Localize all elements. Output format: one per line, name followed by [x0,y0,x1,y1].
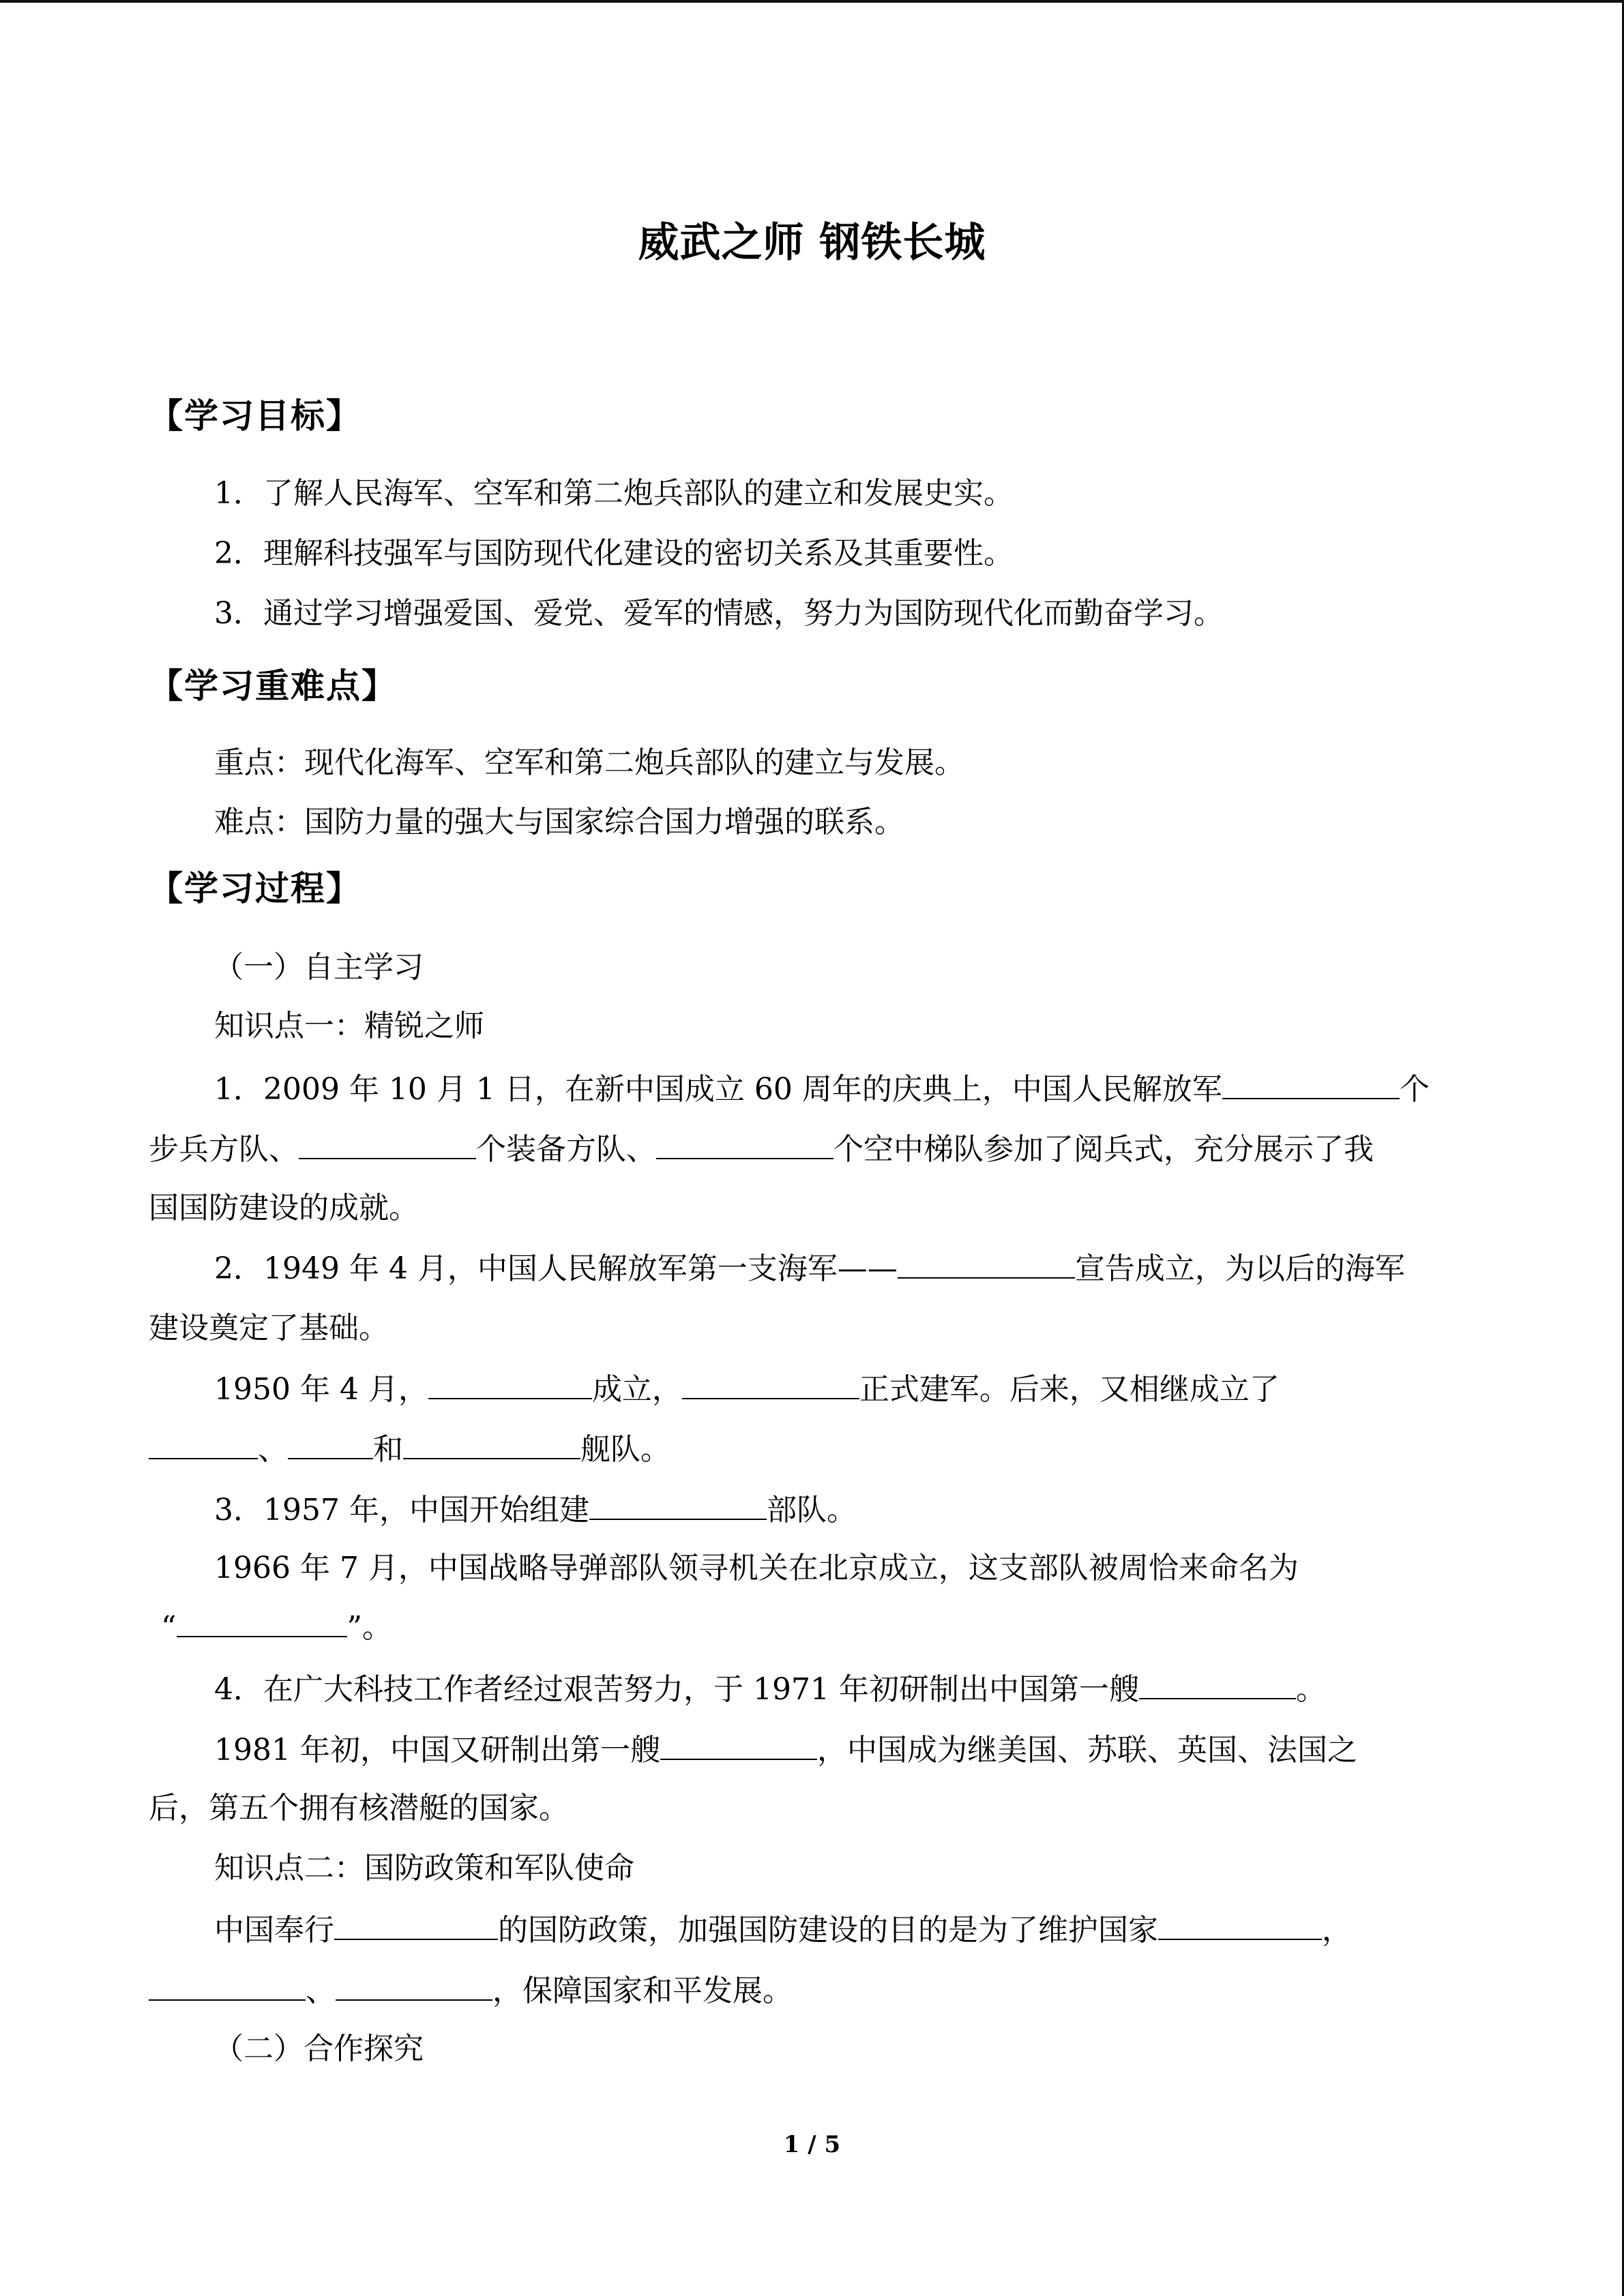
fill-blank[interactable] [299,1128,476,1159]
fill-blank[interactable] [334,1909,498,1940]
fill-blank[interactable] [656,1128,833,1159]
section-heading-process: 【学习过程】 [149,869,361,908]
difficulty-text: 难点：国防力量的强大与国家综合国力增强的联系。 [214,805,904,839]
fill-blank[interactable] [1139,1668,1296,1699]
fill-blank[interactable] [149,1969,306,2001]
policy-line-2: 、 ，保障国家和平发展。 [149,1969,793,2012]
question-1-line-3: 国国防建设的成就。 [149,1191,419,1225]
question-3-line-1: 3．1957 年，中国开始组建 部队。 [214,1489,857,1531]
knowledge-point-2: 知识点二：国防政策和军队使命 [214,1851,634,1885]
fill-blank[interactable] [682,1368,859,1399]
question-2b-line-1: 1950 年 4 月， 成立， 正式建军。后来，又相继成立了 [214,1368,1280,1410]
fill-blank[interactable] [288,1428,373,1459]
fill-blank[interactable] [177,1606,347,1637]
fill-blank[interactable] [149,1428,258,1459]
question-4-line-1: 4．在广大科技工作者经过艰苦努力，于 1971 年初研制出中国第一艘 。 [214,1668,1326,1710]
fill-blank[interactable] [336,1969,492,2001]
section-heading-key-points: 【学习重难点】 [149,666,397,706]
question-2b-line-2: 、 和 舰队。 [149,1428,670,1470]
goal-item: 3．通过学习增强爱国、爱党、爱军的情感，努力为国防现代化而勤奋学习。 [214,596,1224,631]
fill-blank[interactable] [403,1428,580,1459]
fill-blank[interactable] [660,1729,817,1760]
question-1-line-2: 步兵方队、 个装备方队、 个空中梯队参加了阅兵式，充分展示了我 [149,1128,1374,1170]
document-page [149,0,1475,2296]
question-4b-line-1: 1981 年初，中国又研制出第一艘 ，中国成为继美国、苏联、英国、法国之 [214,1729,1357,1771]
page-title: 威武之师 钢铁长城 [638,219,986,267]
question-3b-line-1: 1966 年 7 月，中国战略导弹部队领寻机关在北京成立，这支部队被周恰来命名为 [214,1551,1299,1585]
question-4b-line-2: 后，第五个拥有核潜艇的国家。 [149,1791,569,1825]
goal-item: 2．理解科技强军与国防现代化建设的密切关系及其重要性。 [214,536,1014,571]
policy-line-1: 中国奉行 的国防政策，加强国防建设的目的是为了维护国家 ， [214,1909,1352,1951]
subsection-cooperative: （二）合作探究 [213,2031,424,2066]
subsection-self-study: （一）自主学习 [213,950,424,985]
question-1-line-1: 1．2009 年 10 月 1 日，在新中国成立 60 周年的庆典上，中国人民解放军 个 [214,1068,1430,1110]
fill-blank[interactable] [1158,1909,1322,1940]
fill-blank[interactable] [898,1247,1075,1279]
goal-item: 1．了解人民海军、空军和第二炮兵部队的建立和发展史实。 [214,476,1014,511]
page-number: 1 / 5 [783,2131,841,2158]
fill-blank[interactable] [428,1368,592,1399]
knowledge-point-1: 知识点一：精锐之师 [214,1009,484,1043]
fill-blank[interactable] [1222,1068,1400,1099]
focus-text: 重点：现代化海军、空军和第二炮兵部队的建立与发展。 [214,745,964,780]
question-2-line-1: 2．1949 年 4 月，中国人民解放军第一支海军—— 宣告成立，为以后的海军 [214,1247,1405,1289]
question-2-line-2: 建设奠定了基础。 [149,1311,389,1345]
question-3b-line-2: “ ”。 [161,1606,392,1648]
fill-blank[interactable] [589,1489,767,1520]
section-heading-goals: 【学习目标】 [149,396,361,436]
